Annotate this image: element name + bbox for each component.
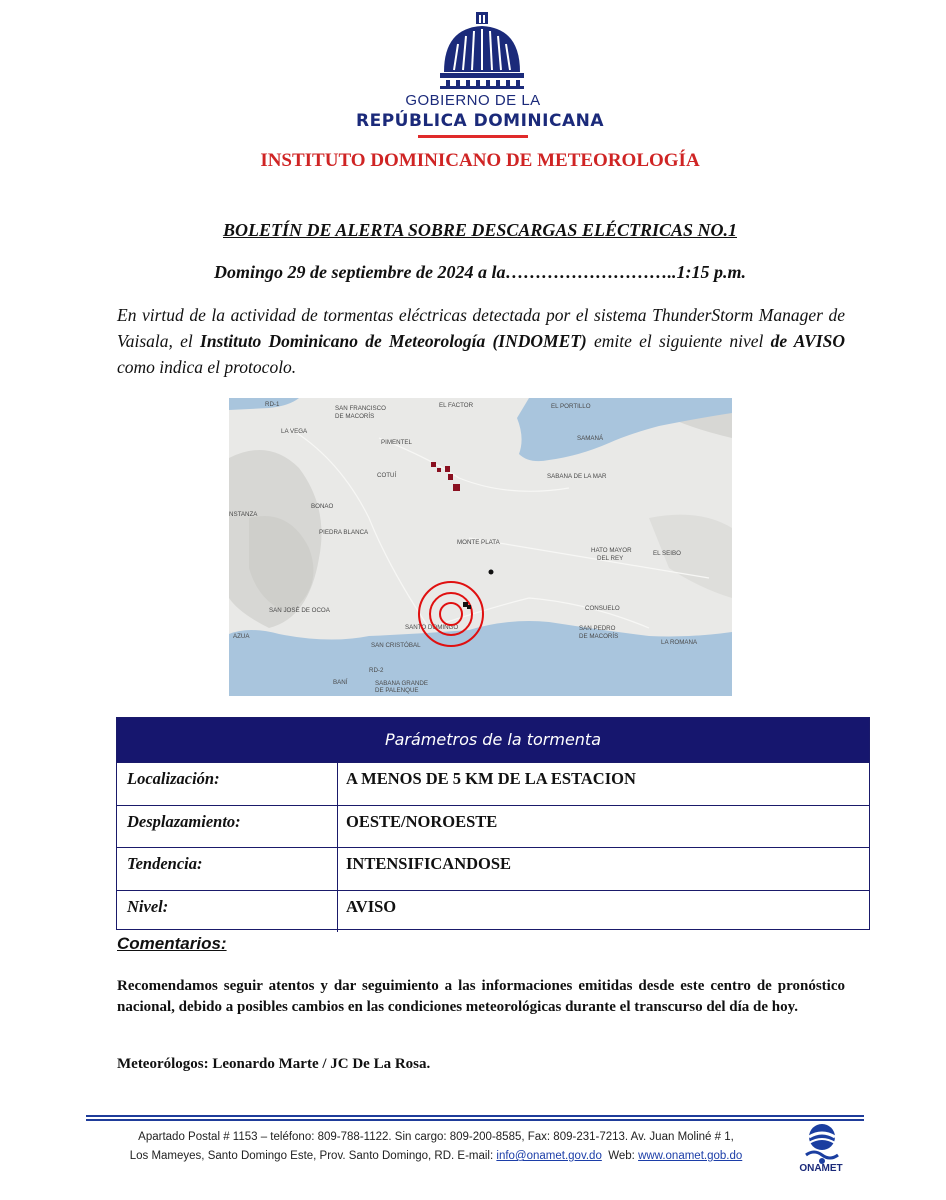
comments-heading: Comentarios: — [117, 934, 227, 953]
map-label-de-palenque: DE PALENQUE — [375, 687, 419, 694]
map-label-san-cristobal: SAN CRISTÓBAL — [371, 642, 421, 649]
map-label-samana: SAMANÁ — [577, 435, 604, 442]
row-label: Nivel: — [117, 891, 338, 933]
row-value: AVISO — [346, 896, 397, 916]
map-label-sabana-grande: SABANA GRANDE — [375, 680, 428, 687]
map-label-monte-plata: MONTE PLATA — [457, 539, 500, 546]
map-label-azua: AZUA — [233, 633, 250, 640]
table-row — [117, 890, 869, 933]
map-label-el-factor: EL FACTOR — [439, 402, 474, 409]
map-label-cotui: COTUÍ — [377, 472, 397, 479]
map-label-san-jose-de-ocoa: SAN JOSÉ DE OCOA — [269, 607, 330, 614]
map-label-bani: BANÍ — [333, 679, 348, 686]
row-value: A MENOS DE 5 KM DE LA ESTACION — [346, 769, 636, 788]
map-label-el-seibo: EL SEIBO — [653, 550, 681, 557]
footer-contact — [86, 1128, 786, 1166]
map-label-bonao: BONAO — [311, 503, 334, 510]
bulletin-title: BOLETÍN DE ALERTA SOBRE DESCARGAS ELÉCTRICAS NO.1 — [223, 220, 737, 240]
government-line-2: REPÚBLICA DOMINICANA — [355, 111, 604, 131]
institute-name: INSTITUTO DOMINICANO DE METEOROLOGÍA — [260, 150, 700, 171]
footer-rule-bottom — [86, 1119, 864, 1121]
web-link[interactable]: www.onamet.gob.do — [638, 1150, 743, 1162]
intro-institute: Instituto Dominicano de Meteorología (INDOMET) — [200, 331, 587, 351]
map-label-la-vega: LA VEGA — [281, 428, 308, 435]
intro-text-1: En virtud de la actividad de tormentas eléctricas detectada por el sistema ThunderStorm Manager de Vaisala, el — [117, 305, 845, 351]
meteorologists: Meteorólogos: Leonardo Marte / JC De La Rosa. — [117, 1056, 431, 1072]
map-label-san-pedro: SAN PEDRO — [579, 625, 616, 632]
map-label-hato-mayor: HATO MAYOR — [591, 547, 632, 554]
email-link[interactable]: info@onamet.gov.do — [496, 1150, 602, 1162]
government-dome-logo — [436, 10, 528, 90]
comments-text: Recomendamos seguir atentos y dar seguimiento a las informaciones emitidas desde este centro de pronóstico nacional, debido a posibles cambios en las condiciones meteorológicas durante el transcurso del día de hoy. — [117, 978, 845, 1015]
row-label: Localización: — [117, 763, 338, 805]
onamet-logo-text: ONAMET — [799, 1163, 843, 1174]
lightning-strike-point — [489, 570, 494, 575]
header-red-rule — [418, 135, 528, 138]
intro-paragraph — [117, 302, 845, 380]
bulletin-dateline: Domingo 29 de septiembre de 2024 a la………………………..1:15 p.m. — [214, 262, 746, 282]
map-label-pimentel: PIMENTEL — [381, 439, 412, 446]
table-row — [117, 805, 869, 848]
intro-text-2: emite el siguiente nivel — [586, 331, 771, 351]
onamet-logo-icon — [800, 1121, 844, 1167]
map-label-constanza: NSTANZA — [229, 511, 258, 518]
footer-line-2 — [86, 1147, 786, 1166]
row-value: OESTE/NOROESTE — [346, 811, 498, 831]
footer-line-1: Apartado Postal # 1153 – teléfono: 809-788-1122. Sin cargo: 809-200-8585, Fax: 809-231-7213. Av. Juan Moliné # 1, — [138, 1131, 734, 1143]
map-label-la-romana: LA ROMANA — [661, 639, 698, 646]
row-label: Desplazamiento: — [117, 806, 338, 848]
map-label-rd1: RD-1 — [265, 401, 280, 408]
table-row — [117, 762, 869, 805]
footer-web-label: Web: — [601, 1150, 639, 1162]
table-header: Parámetros de la tormenta — [117, 718, 869, 762]
map-label-el-portillo: EL PORTILLO — [551, 403, 591, 410]
map-label-rd2: RD-2 — [369, 667, 384, 674]
map-label-de-macoris: DE MACORÍS — [335, 413, 375, 420]
map-label-san-francisco: SAN FRANCISCO — [335, 405, 386, 412]
footer-rule-top — [86, 1115, 864, 1117]
map-label-consuelo: CONSUELO — [585, 605, 620, 612]
government-line-1: GOBIERNO DE LA — [405, 92, 541, 109]
table-row — [117, 847, 869, 890]
storm-parameters-table — [116, 717, 870, 930]
map-label-del-rey: DEL REY — [597, 555, 624, 562]
intro-level: de AVISO — [770, 331, 845, 351]
map-label-piedra-blanca: PIEDRA BLANCA — [319, 529, 369, 536]
map-label-santo-domingo: SANTO DOMINGO — [405, 624, 459, 631]
footer-address: Los Mameyes, Santo Domingo Este, Prov. Santo Domingo, RD. E-mail: — [129, 1150, 497, 1162]
lightning-map — [229, 398, 732, 696]
intro-text-3: como indica el protocolo. — [117, 357, 297, 377]
row-label: Tendencia: — [117, 848, 338, 890]
row-value: INTENSIFICANDOSE — [346, 854, 512, 873]
map-label-sabana-de-la-mar: SABANA DE LA MAR — [547, 473, 607, 480]
map-label-de-macoris-sur: DE MACORÍS — [579, 633, 619, 640]
